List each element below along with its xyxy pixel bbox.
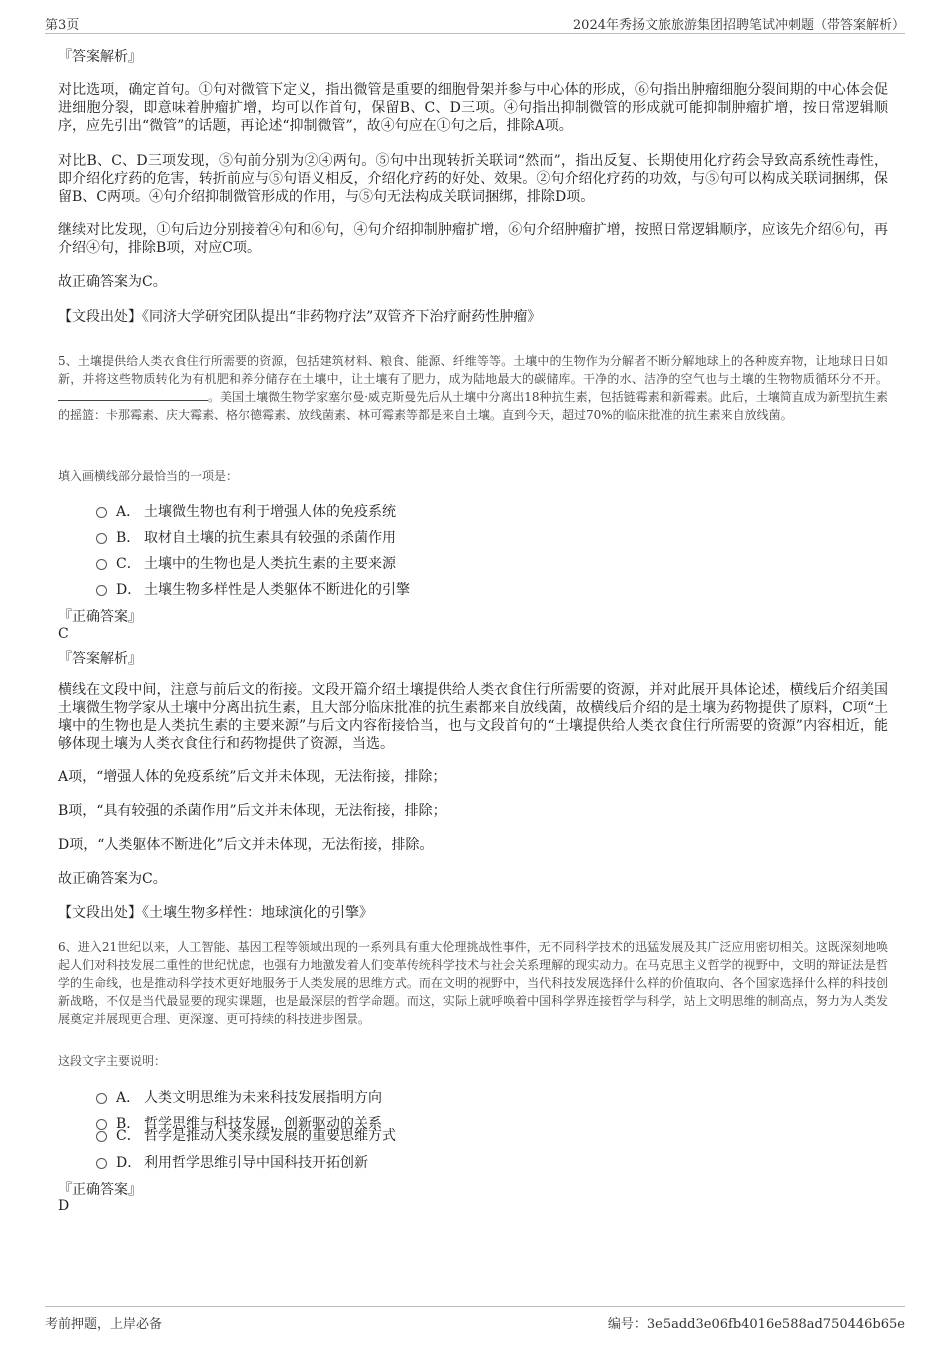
radio-icon[interactable] <box>96 1131 107 1142</box>
q6-prompt: 这段文字主要说明： <box>58 1054 167 1068</box>
option-text: 人类文明思维为未来科技发展指明方向 <box>144 1090 382 1106</box>
q6-answer: D <box>58 1198 70 1214</box>
option-text: 土壤中的生物也是人类抗生素的主要来源 <box>144 556 396 572</box>
q4-conclusion: 故正确答案为C。 <box>58 274 167 290</box>
q5-analysis-option-d: D项，“人类躯体不断进化”后文并未体现，无法衔接，排除。 <box>58 837 434 853</box>
q6-option-d[interactable] <box>96 1152 368 1172</box>
q6-option-a[interactable] <box>96 1087 382 1107</box>
q5-source: 【文段出处】《土壤生物多样性：地球演化的引擎》 <box>58 905 373 921</box>
page-number: 第3页 <box>45 18 80 33</box>
q6-option-c[interactable] <box>96 1125 396 1145</box>
option-text: 利用哲学思维引导中国科技开拓创新 <box>144 1155 368 1171</box>
radio-icon[interactable] <box>96 585 107 596</box>
option-letter: D． <box>116 582 142 598</box>
radio-icon[interactable] <box>96 533 107 544</box>
q5-prompt: 填入画横线部分最恰当的一项是： <box>58 469 239 483</box>
q4-source: 【文段出处】《同济大学研究团队提出“非药物疗法”双管齐下治疗耐药性肿瘤》 <box>58 309 542 325</box>
option-letter: D． <box>116 1155 142 1171</box>
option-text: 哲学思维与科技发展，创新驱动的关系 <box>144 1116 382 1132</box>
q4-analysis-paragraph-1: 对比选项，确定首句。①句对微管下定义，指出微管是重要的细胞骨架并参与中心体的形成，⑥句指出肿瘤细胞分裂间期的中心体会促进细胞分裂，即意味着肿瘤扩增，均可以作首句，保留B、C、D三项。④句指出抑制微管的形成就可能抑制肿瘤扩增，按日常逻辑顺序，应先引出“微管”的话题，再论述“抑制微管”，故④句应在①句之后，排除A项。 <box>58 82 888 134</box>
option-letter: B． <box>116 530 141 546</box>
q5-analysis-label: 『答案解析』 <box>58 651 142 667</box>
q4-analysis-paragraph-2: 对比B、C、D三项发现，⑤句前分别为②④两句。⑤句中出现转折关联词“然而”，指出反复、长期使用化疗药会导致高系统性毒性，即介绍化疗药的危害，转折前应与⑤句语义相反，介绍化疗药的好处、效果。②句介绍化疗药的功效，与⑤句可以构成关联词捆绑，保留B、C两项。④句介绍抑制微管形成的作用，与⑤句无法构成关联词捆绑，排除D项。 <box>58 153 888 205</box>
q5-option-c[interactable] <box>96 553 396 573</box>
q5-option-d[interactable] <box>96 579 410 599</box>
option-letter: B． <box>116 1116 141 1132</box>
q4-analysis-label: 『答案解析』 <box>58 49 142 65</box>
q5-text-before-blank: 5、土壤提供给人类衣食住行所需要的资源，包括建筑材料、粮食、能源、纤维等等。土壤中的生物作为分解者不断分解地球上的各种废弃物，让地球日日如新，并将这些物质转化为有机肥和养分储存在土壤中，让土壤有了肥力，成为陆地最大的碳储库。干净的水、洁净的空气也与土壤的生物物质循环分不开。 <box>58 354 888 386</box>
footer-slogan: 考前押题，上岸必备 <box>45 1317 163 1332</box>
q5-analysis-option-a: A项，“增强人体的免疫系统”后文并未体现，无法衔接，排除； <box>58 769 447 785</box>
q5-answer: C <box>58 626 69 642</box>
option-text: 土壤微生物也有利于增强人体的免疫系统 <box>144 504 396 520</box>
q5-answer-label: 『正确答案』 <box>58 609 142 625</box>
radio-icon[interactable] <box>96 507 107 518</box>
q5-question-text <box>58 352 888 424</box>
option-letter: C． <box>116 556 141 572</box>
radio-icon[interactable] <box>96 1158 107 1169</box>
footer-divider <box>45 1306 905 1307</box>
q5-conclusion: 故正确答案为C。 <box>58 871 167 887</box>
q6-question-text: 6、进入21世纪以来，人工智能、基因工程等领域出现的一系列具有重大伦理挑战性事件，无不同科学技术的迅猛发展及其广泛应用密切相关。这既深刻地唤起人们对科技发展二重性的世纪忧虑，也强有力地激发着人们变革传统科学技术与社会关系理解的现实动力。在马克思主义哲学的视野中，文明的辩证法是哲学的生命线，也是推动科学技术更好地服务于人类发展的思维方式。而在文明的视野中，当代科技发展选择什么样的价值取向、各个国家选择什么样的科技创新战略，不仅是当代最显要的现实课题，也是最深层的哲学命题。而这，实际上就呼唤着中国科学界连接哲学与科学，站上文明思维的制高点，努力为人类发展奠定并展现更合理、更深邃、更可持续的科技进步图景。 <box>58 940 888 1026</box>
option-letter: A． <box>116 1090 141 1106</box>
option-text: 哲学是推动人类永续发展的重要思维方式 <box>144 1128 396 1144</box>
option-letter: A． <box>116 504 141 520</box>
option-text: 土壤生物多样性是人类躯体不断进化的引擎 <box>144 582 410 598</box>
radio-icon[interactable] <box>96 559 107 570</box>
header-divider <box>45 33 905 34</box>
radio-icon[interactable] <box>96 1093 107 1104</box>
option-letter: C． <box>116 1128 141 1144</box>
document-id: 编号：3e5add3e06fb4016e588ad750446b65e <box>607 1317 905 1332</box>
q5-text-after-blank: 。美国土壤微生物学家塞尔曼·威克斯曼先后从土壤中分离出18种抗生素，包括链霉素和新霉素。此后，土壤简直成为新型抗生素的摇篮：卡那霉素、庆大霉素、格尔德霉素、放线菌素、林可霉素等都是来自土壤。直到今天，超过70%的临床批准的抗生素来自放线菌。 <box>58 390 888 422</box>
q5-analysis-option-b: B项，“具有较强的杀菌作用”后文并未体现，无法衔接，排除； <box>58 803 447 819</box>
q5-option-a[interactable] <box>96 501 396 521</box>
q5-blank <box>58 388 208 401</box>
q5-option-b[interactable] <box>96 527 396 547</box>
q6-answer-label: 『正确答案』 <box>58 1182 142 1198</box>
option-text: 取材自土壤的抗生素具有较强的杀菌作用 <box>144 530 396 546</box>
document-title: 2024年秀扬文旅旅游集团招聘笔试冲刺题（带答案解析） <box>572 18 905 33</box>
q4-analysis-paragraph-3: 继续对比发现，①句后边分别接着④句和⑥句，④句介绍抑制肿瘤扩增，⑥句介绍肿瘤扩增，按照日常逻辑顺序，应该先介绍⑥句，再介绍④句，排除B项，对应C项。 <box>58 222 888 256</box>
q5-analysis-paragraph-1: 横线在文段中间，注意与前后文的衔接。文段开篇介绍土壤提供给人类衣食住行所需要的资源，并对此展开具体论述，横线后介绍美国土壤微生物学家从土壤中分离出抗生素，且大部分临床批准的抗生素都来自放线菌，故横线后介绍的是土壤为药物提供了原料，C项“土壤中的生物也是人类抗生素的主要来源”与后文内容衔接恰当，也与文段首句的“土壤提供给人类衣食住行所需要的资源”内容相近，能够体现土壤为人类衣食住行和药物提供了资源，当选。 <box>58 682 888 752</box>
